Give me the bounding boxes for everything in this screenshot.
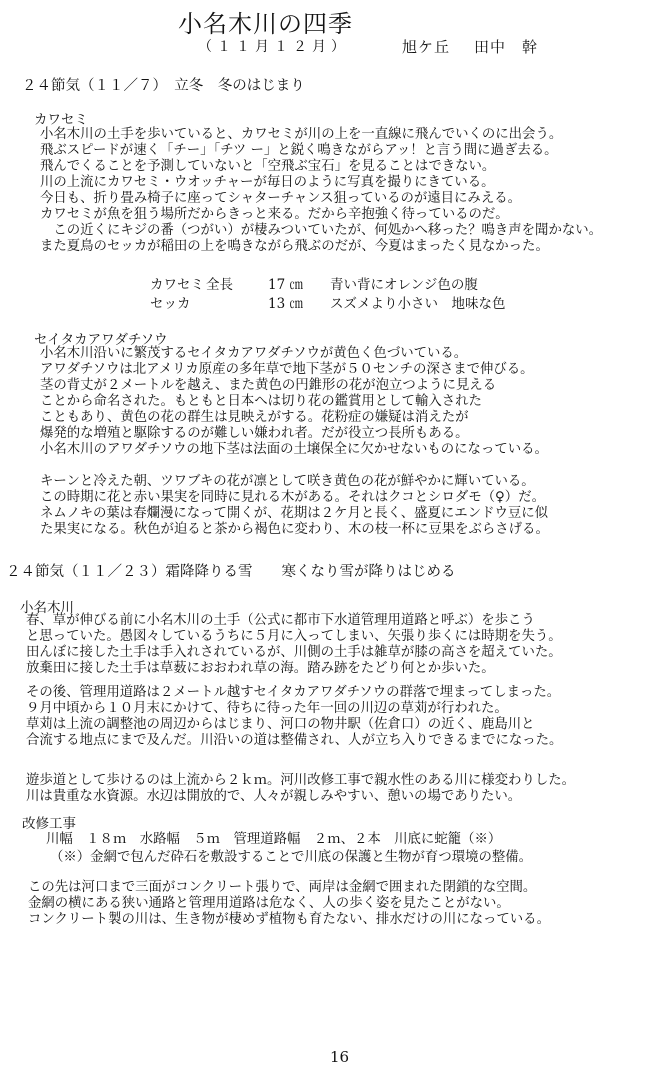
paragraph-line: 川の上流にカワセミ・ウオッチャーが毎日のように写真を撮りにきている。	[40, 175, 495, 190]
author-place: 旭ケ丘	[402, 38, 451, 56]
paragraph-line: 爆発的な増殖と駆除するのが難しい嫌われ者。だが役立つ長所もある。	[40, 426, 469, 441]
paragraph-line: 遊歩道として歩けるのは上流から２ｋｍ。河川改修工事で親水性のある川に様変わりした。	[26, 773, 576, 788]
paragraph-line: この近くにキジの番（つがい）が棲みついていたが、何処かへ移った？鳴き声を聞かない。	[40, 223, 603, 238]
document-date: （１１月１２月）	[198, 39, 350, 55]
paragraph-line: 金網の横にある狭い通路と管理用道路は危なく、人の歩く姿を見たことがない。	[28, 896, 510, 911]
goldenrod-paragraph	[40, 346, 548, 458]
kawasemi-subtitle: カワセミ	[34, 112, 88, 128]
spec-size: 17 ㎝	[268, 277, 303, 293]
paragraph-line: 小名木川沿いに繁茂するセイタカアワダチソウが黄色く色づいている。	[40, 346, 468, 361]
paragraph-line: アワダチソウは北アメリカ原産の多年草で地下茎が５０センチの深さまで伸びる。	[40, 362, 534, 377]
spec-name: セッカ	[150, 296, 191, 312]
paragraph-line: 茎の背丈が２メートルを越え、また黄色の円錐形の花が泡立つように見える	[40, 378, 497, 393]
renovation-note: （※）金網で包んだ砕石を敷設することで川底の保護と生物が育つ環境の整備。	[50, 850, 533, 865]
paragraph-line: この時期に花と赤い果実を同時に見れる木がある。それはクコとシロダモ（♀）だ。	[40, 490, 545, 505]
paragraph-line: 春、草が伸びる前に小名木川の土手（公式に都市下水道管理用道路と呼ぶ）を歩こう	[26, 613, 535, 628]
paragraph-line: ネムノキの葉は春爛漫になって開くが、花期は２ケ月と長く、盛夏にエンドウ豆に似	[40, 506, 549, 521]
kawasemi-paragraph	[40, 127, 602, 255]
paragraph-line: 飛んでくることを予測していないと「空飛ぶ宝石」を見ることはできない。	[40, 159, 496, 174]
paragraph-line: 小名木川のアワダチソウの地下茎は法面の土壌保全に欠かせないものになっている。	[40, 442, 548, 457]
paragraph-line: 合流する地点にまで及んだ。川沿いの道は整備され、人が立ち入りできるまでになった。	[26, 733, 563, 748]
paragraph-line: 川は貴重な水資源。水辺は開放的で、人々が親しみやすい、憩いの場でありたい。	[26, 789, 522, 804]
paragraph-line: 草苅は上流の調整池の周辺からはじまり、河口の物井駅（佐倉口）の近く、鹿島川と	[26, 717, 535, 732]
paragraph-line: カワセミが魚を狙う場所だからきっと来る。だから辛抱強く待っているのだ。	[40, 207, 509, 222]
author-name: 田中 幹	[474, 38, 539, 56]
spec-size: 13 ㎝	[268, 296, 303, 312]
river-paragraph	[26, 613, 562, 677]
management-paragraph	[26, 685, 562, 749]
paragraph-line: ９月中頃から１０月末にかけて、待ちに待った年一回の川辺の草苅が行われた。	[26, 701, 508, 716]
river-subtitle: 小名木川	[20, 600, 74, 616]
spec-row-sekka	[150, 292, 506, 312]
paragraph-line: 放棄田に接した土手は草薮におおわれ草の海。踏み跡をたどり何とか歩いた。	[26, 661, 495, 676]
promenade-paragraph	[26, 773, 575, 805]
spec-label: 全長	[206, 277, 233, 293]
page-number: 16	[330, 1048, 350, 1066]
paragraph-line: 小名木川の土手を歩いていると、カワセミが川の上を一直線に飛んでいくのに出会う。	[40, 127, 563, 142]
paragraph-line: た果実になる。秋色が迫ると茶から褐色に変わり、木の枝一杯に豆果をぶらさげる。	[40, 522, 549, 537]
paragraph-line: その後、管理用道路は２メートル越すセイタカアワダチソウの群落で埋まってしまった。	[26, 685, 561, 700]
paragraph-line: この先は河口まで三面がコンクリート張りで、両岸は金網で囲まれた閉鎖的な空間。	[28, 880, 537, 895]
paragraph-line: 飛ぶスピードが速く「チー」「チツ ー」と鋭く鳴きながらアッ！と言う間に過ぎ去る。	[40, 143, 558, 158]
paragraph-line: 田んぼに接した土手は手入れされているが、川側の土手は雑草が膝の高さを超えていた。	[26, 645, 562, 660]
paragraph-line: また夏鳥のセッカが稲田の上を鳴きながら飛ぶのだが、今夏はまったく見なかった。	[40, 239, 549, 254]
paragraph-line: と思っていた。愚図々しているうちに５月に入ってしまい、矢張り歩くには時期を失う。	[26, 629, 562, 644]
renovation-subtitle: 改修工事	[22, 816, 76, 832]
closing-paragraph	[28, 880, 550, 928]
goldenrod-subtitle: セイタカアワダチソウ	[34, 332, 168, 348]
autumn-paragraph	[40, 474, 549, 538]
renovation-spec: 川幅 １８ｍ 水路幅 ５ｍ 管理道路幅 ２ｍ、２本 川底に蛇籠（※）	[46, 832, 502, 847]
author	[402, 36, 538, 57]
spec-name: カワセミ	[150, 277, 204, 293]
document-title: 小名木川の四季	[178, 10, 353, 38]
paragraph-line: こともあり、黄色の花の群生は見映えがする。花粉症の嫌疑は消えたが	[40, 410, 469, 425]
paragraph-line: 今日も、折り畳み椅子に座ってシャターチャンス狙っているのが遠目にみえる。	[40, 191, 521, 206]
paragraph-line: ことから命名された。もともと日本へは切り花の鑑賞用として輸入された	[40, 394, 482, 409]
paragraph-line: コンクリート製の川は、生き物が棲めず植物も育たない、排水だけの川になっている。	[28, 912, 550, 927]
paragraph-line: キーンと冷えた朝、ツワブキの花が凛として咲き黄色の花が鮮やかに輝いている。	[40, 474, 535, 489]
spec-desc: 青い背にオレンジ色の腹	[330, 277, 478, 293]
spec-desc: スズメより小さい 地味な色	[330, 296, 506, 312]
section1-heading: ２４節気（１１／７） 立冬 冬のはじまり	[22, 78, 305, 94]
spec-row-kawasemi	[150, 273, 478, 293]
section2-heading: ２４節気（１１／２３）霜降降りる雪 寒くなり雪が降りはじめる	[6, 564, 456, 580]
